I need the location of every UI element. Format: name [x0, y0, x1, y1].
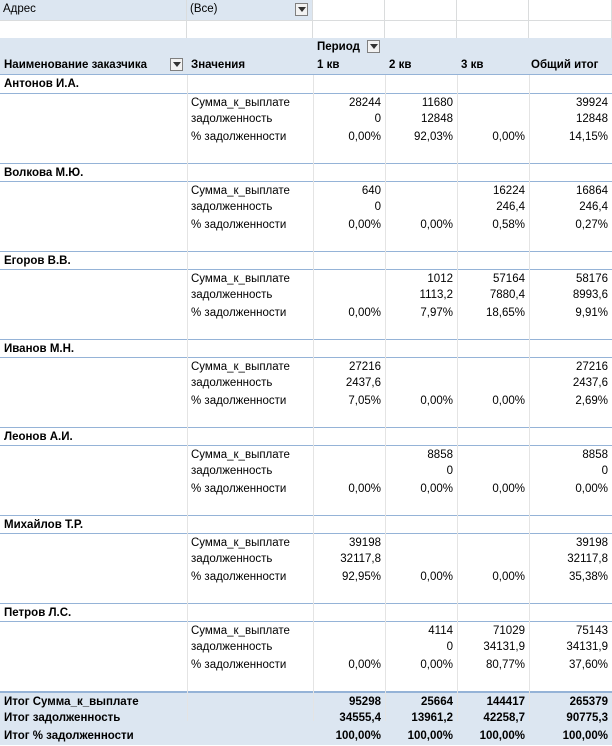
value-cell-q1[interactable]	[313, 446, 385, 464]
total-label: Итог задолженность	[4, 712, 121, 724]
value-cell-total[interactable]: 0,00%	[575, 482, 608, 495]
total-row	[0, 709, 612, 727]
value-row	[0, 550, 612, 568]
value-cell-total[interactable]: 8858	[582, 448, 608, 461]
value-row	[0, 480, 612, 498]
total-cell-q2[interactable]: 100,00%	[407, 730, 453, 742]
value-label: задолженность	[191, 201, 273, 214]
value-row	[0, 304, 612, 322]
value-cell-q3[interactable]: 0,00%	[492, 394, 525, 407]
value-cell-q1[interactable]	[313, 622, 385, 640]
value-cell-q2[interactable]: 0,00%	[420, 570, 453, 583]
value-row	[0, 110, 612, 128]
value-cell-q2[interactable]: 12848	[421, 113, 453, 126]
total-cell-q1[interactable]: 95298	[349, 696, 381, 708]
value-cell-total[interactable]: 35,38%	[568, 570, 608, 583]
value-cell-total[interactable]: 246,4	[579, 201, 608, 214]
value-cell-total[interactable]: 37,60%	[568, 658, 608, 671]
customer-header-row	[0, 427, 612, 446]
value-row	[0, 568, 612, 586]
value-cell-q1[interactable]: 0,00%	[348, 658, 381, 671]
filter-dropdown-icon[interactable]	[295, 3, 308, 16]
value-cell-q3[interactable]: 71029	[493, 624, 525, 637]
value-row	[0, 357, 612, 376]
value-cell-q1[interactable]: 0,00%	[348, 482, 381, 495]
value-cell-q3[interactable]: 7880,4	[489, 289, 525, 302]
value-cell-q2[interactable]	[385, 550, 457, 568]
row-header: Наименование заказчика	[4, 59, 147, 71]
value-row	[0, 656, 612, 674]
column-gridline	[313, 75, 314, 721]
value-label: % задолженности	[191, 570, 287, 583]
filter-value: (Все)	[190, 3, 218, 15]
total-row	[0, 691, 612, 711]
value-label: % задолженности	[191, 394, 287, 407]
value-cell-total[interactable]: 14,15%	[568, 130, 608, 143]
filter-label: Адрес	[0, 0, 187, 20]
value-cell-q3[interactable]: 80,77%	[485, 658, 525, 671]
customer-field[interactable]	[0, 56, 187, 74]
col-header-q1: 1 кв	[317, 59, 340, 71]
value-cell-q1[interactable]: 0,00%	[348, 130, 381, 143]
value-cell-q2[interactable]: 92,03%	[413, 130, 453, 143]
value-label: Сумма_к_выплате	[191, 448, 290, 461]
value-cell-total[interactable]: 2,69%	[575, 394, 608, 407]
value-row	[0, 286, 612, 304]
customer-header-row	[0, 75, 612, 93]
total-cell-q1[interactable]: 34555,4	[339, 712, 381, 724]
value-cell-q2[interactable]: 0	[446, 641, 453, 654]
column-gridline	[385, 75, 386, 721]
value-cell-q3[interactable]	[457, 94, 529, 112]
value-label: задолженность	[191, 553, 273, 566]
value-cell-q2[interactable]	[385, 534, 457, 552]
value-cell-total[interactable]: 2437,6	[572, 377, 608, 390]
customer-header-row	[0, 163, 612, 182]
customer-name[interactable]: Антонов И.А.	[4, 78, 79, 90]
value-cell-q1[interactable]	[313, 638, 385, 656]
value-cell-q2[interactable]: 7,97%	[420, 306, 453, 319]
value-cell-q3[interactable]	[457, 374, 529, 392]
total-cell-q3[interactable]: 42258,7	[483, 712, 525, 724]
value-label: Сумма_к_выплате	[191, 272, 290, 285]
customer-header-row	[0, 251, 612, 270]
value-row	[0, 269, 612, 288]
value-cell-q2[interactable]: 1012	[427, 272, 453, 285]
value-cell-q2[interactable]: 0	[446, 465, 453, 478]
value-cell-q3[interactable]: 18,65%	[485, 306, 525, 319]
value-cell-q3[interactable]	[457, 446, 529, 464]
value-row	[0, 533, 612, 552]
total-cell-q1[interactable]: 100,00%	[335, 730, 381, 742]
customer-header-row	[0, 339, 612, 358]
period-dropdown-icon[interactable]	[367, 40, 380, 53]
value-cell-total[interactable]: 9,91%	[575, 306, 608, 319]
value-cell-total[interactable]: 27216	[576, 360, 608, 373]
value-cell-q3[interactable]: 16224	[493, 184, 525, 197]
value-cell-q3[interactable]	[457, 358, 529, 376]
filter-value-cell[interactable]	[187, 0, 313, 20]
total-cell-q2[interactable]: 25664	[421, 696, 453, 708]
value-cell-q1[interactable]: 0	[374, 113, 381, 126]
value-label: Сумма_к_выплате	[191, 184, 290, 197]
value-cell-total[interactable]: 8993,6	[572, 289, 608, 302]
value-row	[0, 93, 612, 112]
total-cell-total[interactable]: 265379	[569, 696, 608, 708]
customer-header-row	[0, 515, 612, 534]
customer-name[interactable]: Михайлов Т.Р.	[4, 519, 84, 531]
value-label: задолженность	[191, 465, 273, 478]
value-cell-q1[interactable]	[313, 270, 385, 288]
value-row	[0, 445, 612, 464]
value-label: задолженность	[191, 113, 273, 126]
value-cell-total[interactable]: 39198	[576, 536, 608, 549]
total-cell-q3[interactable]: 100,00%	[479, 730, 525, 742]
period-field[interactable]	[313, 38, 393, 56]
value-cell-q3[interactable]: 0,58%	[492, 218, 525, 231]
total-row	[0, 727, 612, 745]
value-cell-q1[interactable]: 92,95%	[341, 570, 381, 583]
value-row	[0, 128, 612, 146]
total-cell-q3[interactable]: 144417	[486, 696, 525, 708]
filter-row	[0, 0, 612, 20]
value-row	[0, 374, 612, 392]
value-label: задолженность	[191, 289, 273, 302]
col-header-total: Общий итог	[531, 59, 599, 71]
value-row	[0, 216, 612, 234]
value-label: % задолженности	[191, 218, 287, 231]
total-label: Итог Сумма_к_выплате	[4, 696, 139, 708]
total-cell-total[interactable]: 100,00%	[562, 730, 608, 742]
value-cell-q2[interactable]: 0,00%	[420, 218, 453, 231]
value-label: Сумма_к_выплате	[191, 536, 290, 549]
value-label: % задолженности	[191, 658, 287, 671]
value-cell-total[interactable]: 0	[601, 465, 608, 478]
value-cell-total[interactable]: 16864	[576, 184, 608, 197]
value-cell-q3[interactable]	[457, 110, 529, 128]
value-cell-q1[interactable]: 0,00%	[348, 218, 381, 231]
value-row	[0, 392, 612, 410]
value-cell-total[interactable]: 58176	[576, 272, 608, 285]
customer-name[interactable]: Егоров В.В.	[4, 255, 71, 267]
column-header-row	[0, 56, 612, 75]
value-cell-q1[interactable]: 0,00%	[348, 306, 381, 319]
value-cell-q1[interactable]	[313, 462, 385, 480]
value-cell-q2[interactable]	[385, 198, 457, 216]
value-cell-q3[interactable]: 57164	[493, 272, 525, 285]
column-gridline	[529, 75, 530, 721]
customer-dropdown-icon[interactable]	[170, 58, 183, 71]
value-cell-q3[interactable]: 0,00%	[492, 570, 525, 583]
value-cell-q2[interactable]: 0,00%	[420, 658, 453, 671]
value-cell-q1[interactable]: 27216	[349, 360, 381, 373]
value-label: % задолженности	[191, 482, 287, 495]
col-header-q3: 3 кв	[461, 59, 484, 71]
empty-row	[0, 20, 612, 39]
value-cell-q1[interactable]: 32117,8	[340, 553, 381, 566]
customer-name[interactable]: Петров Л.С.	[4, 607, 72, 619]
value-cell-total[interactable]: 12848	[576, 113, 608, 126]
value-cell-q1[interactable]: 0	[374, 201, 381, 214]
value-cell-q2[interactable]: 8858	[427, 448, 453, 461]
value-cell-q1[interactable]: 640	[361, 184, 381, 197]
period-label: Период	[317, 41, 360, 53]
value-label: Сумма_к_выплате	[191, 360, 290, 373]
customer-name[interactable]: Волкова М.Ю.	[4, 167, 84, 179]
value-cell-q3[interactable]	[457, 462, 529, 480]
value-cell-total[interactable]: 34131,9	[566, 641, 608, 654]
value-cell-total[interactable]: 32117,8	[567, 553, 608, 566]
values-header: Значения	[191, 59, 246, 71]
value-cell-q2[interactable]	[385, 358, 457, 376]
value-cell-q1[interactable]	[313, 286, 385, 304]
customer-header-row	[0, 603, 612, 622]
value-cell-total[interactable]: 0,27%	[575, 218, 608, 231]
value-cell-q3[interactable]	[457, 534, 529, 552]
total-cell-total[interactable]: 90775,3	[566, 712, 608, 724]
value-cell-q2[interactable]: 4114	[428, 624, 453, 637]
value-cell-q1[interactable]: 28244	[349, 96, 381, 109]
col-header-q2: 2 кв	[389, 59, 412, 71]
total-cell-q2[interactable]: 13961,2	[411, 712, 453, 724]
value-label: % задолженности	[191, 130, 287, 143]
value-cell-total[interactable]: 75143	[576, 624, 608, 637]
value-cell-q2[interactable]	[385, 182, 457, 200]
period-header-row	[0, 38, 612, 56]
value-cell-q3[interactable]: 246,4	[496, 201, 525, 214]
value-row	[0, 638, 612, 656]
value-cell-q3[interactable]: 34131,9	[483, 641, 525, 654]
value-cell-q2[interactable]: 0,00%	[420, 482, 453, 495]
column-gridline	[457, 75, 458, 721]
value-label: Сумма_к_выплате	[191, 624, 290, 637]
total-label: Итог % задолженности	[4, 730, 134, 742]
value-row	[0, 621, 612, 640]
value-cell-q3[interactable]: 0,00%	[492, 482, 525, 495]
value-label: задолженность	[191, 377, 273, 390]
column-gridline	[187, 75, 188, 721]
customer-name[interactable]: Леонов А.И.	[4, 431, 73, 443]
value-cell-q2[interactable]	[385, 374, 457, 392]
value-cell-total[interactable]: 39924	[576, 96, 608, 109]
value-cell-q2[interactable]: 11680	[421, 96, 453, 109]
value-label: % задолженности	[191, 306, 287, 319]
value-row	[0, 181, 612, 200]
value-cell-q3[interactable]: 0,00%	[492, 130, 525, 143]
value-cell-q2[interactable]: 1113,2	[419, 289, 453, 302]
value-label: Сумма_к_выплате	[191, 96, 290, 109]
value-row	[0, 198, 612, 216]
customer-name[interactable]: Иванов М.Н.	[4, 343, 75, 355]
value-cell-q1[interactable]: 39198	[349, 536, 381, 549]
value-cell-q1[interactable]: 7,05%	[348, 394, 381, 407]
value-label: задолженность	[191, 641, 273, 654]
value-cell-q3[interactable]	[457, 550, 529, 568]
value-cell-q2[interactable]: 0,00%	[420, 394, 453, 407]
value-cell-q1[interactable]: 2437,6	[345, 377, 381, 390]
value-row	[0, 462, 612, 480]
